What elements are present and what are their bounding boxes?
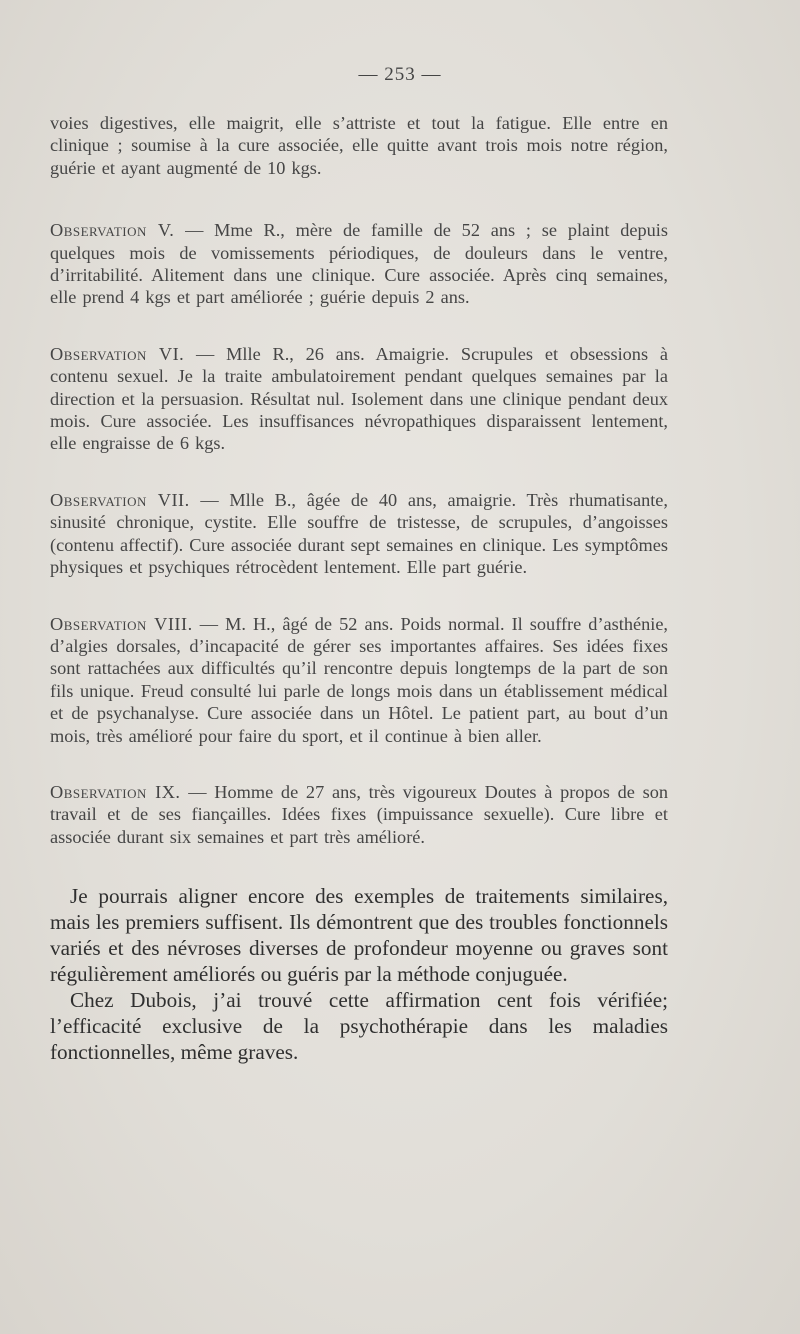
observation-label: Observation V. xyxy=(50,220,175,241)
observation-label: Observation VI. xyxy=(50,343,185,364)
observation-vii xyxy=(50,489,668,579)
observation-text: — Mlle R., 26 ans. Amaigrie. Scrupules et obsessions à contenu sexuel. Je la traite ambulatoirement pendant quelques semaines par la direction et la persuasion. Résultat nul. Isolement dans une clinique pendant deux mois. Cure associée. Les insuffisances névropathiques disparaissent lentement, elle engraisse de 6 kgs. xyxy=(50,343,668,454)
observation-label: Observation VII. xyxy=(50,489,190,510)
page-number: — 253 — xyxy=(358,64,442,85)
observation-text: — Mme R., mère de famille de 52 ans ; se plaint depuis quelques mois de vomissements périodiques, de douleurs dans le ventre, d’irritabilité. Alitement dans une clinique. Cure associée. Après cinq semaines, elle prend 4 kgs et part améliorée ; guérie depuis 2 ans. xyxy=(50,220,668,308)
conclusion-section xyxy=(50,884,668,1065)
observation-viii xyxy=(50,613,668,747)
observation-text: — M. H., âgé de 52 ans. Poids normal. Il souffre d’asthénie, d’algies dorsales, d’incapacité de gérer ses importantes affaires. Ses idées fixes sont rattachées aux difficultés qu’il rencontre depuis longtemps de la part de son fils unique. Freud consulté lui parle de longs mois dans un établissement médical et de psychanalyse. Cure associée dans un Hôtel. Le patient part, au bout d’un mois, très amélioré pour faire du sport, et il continue à bien aller. xyxy=(50,613,669,746)
observation-label: Observation VIII. xyxy=(50,613,193,634)
observation-ix xyxy=(50,781,668,848)
conclusion-paragraph: Chez Dubois, j’ai trouvé cette affirmation cent fois vérifiée; l’efficacité exclusive de la psychothérapie dans les maladies fonctionnelles, même graves. xyxy=(50,987,668,1064)
observation-vi xyxy=(50,343,668,455)
conclusion-paragraph: Je pourrais aligner encore des exemples de traitements similaires, mais les premiers suffisent. Ils démontrent que des troubles fonctionnels variés et des névroses diverses de profondeur moyenne ou graves sont régulièrement améliorés ou guéris par la méthode conjuguée. xyxy=(50,884,668,986)
observation-v xyxy=(50,219,668,309)
page-body xyxy=(50,112,668,1066)
observation-continuation xyxy=(50,112,668,179)
observation-text: — Homme de 27 ans, très vigoureux Doutes à propos de son travail et de ses fiançailles. Idées fixes (impuissance sexuelle). Cure libre et associée durant six semaines et part très amélioré. xyxy=(50,781,669,847)
case-observations xyxy=(50,112,668,848)
observation-text: — Mlle B., âgée de 40 ans, amaigrie. Très rhumatisante, sinusité chronique, cystite. Elle souffre de tristesse, de scrupules, d’angoisses (contenu affectif). Cure associée durant sept semaines en clinique. Les symptômes physiques et psychiques rétrocèdent lentement. Elle part guérie. xyxy=(50,489,668,578)
paragraph-text: voies digestives, elle maigrit, elle s’attriste et tout la fatigue. Elle entre en clinique ; soumise à la cure associée, elle quitte avant trois mois notre région, guérie et ayant augmenté de 10 kgs. xyxy=(50,113,668,178)
observation-label: Observation IX. xyxy=(50,781,181,802)
